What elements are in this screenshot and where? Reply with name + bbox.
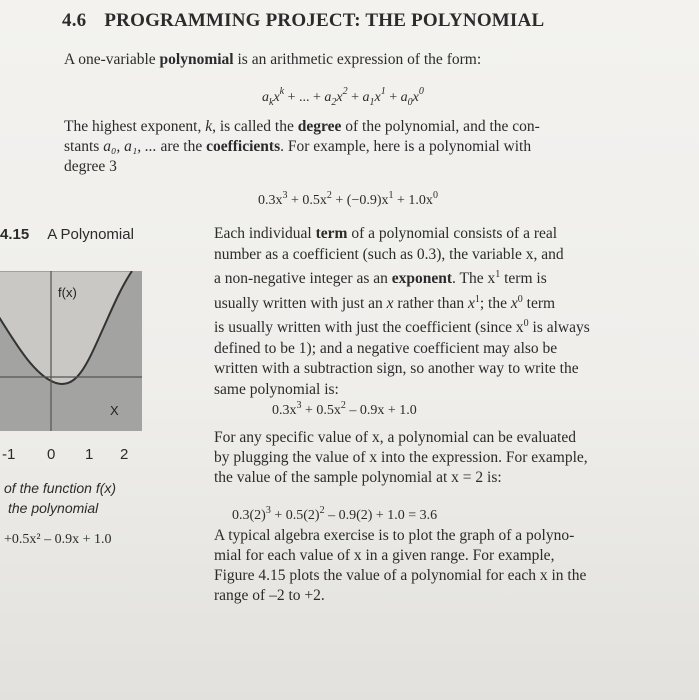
tick-neg1: -1	[2, 446, 16, 463]
section-heading	[62, 10, 544, 32]
intro-line	[64, 50, 481, 70]
tick-0: 0	[47, 446, 56, 463]
figure-label	[0, 226, 134, 243]
general-form-equation: $a_kx^k$ + ... + $a_2x^2 + a_1x^1 + a_0x^0$	[262, 86, 424, 108]
final-paragraph: A typical algebra exercise is to plot the graph of a polyno- mial for each value of x in a given range. For example, Figure 4.15 plots the value of a polynomial for each x in the range of –2 to +2.	[214, 527, 587, 604]
figure-caption-line1: of the function f(x)	[4, 480, 117, 496]
figure-caption-line3: +0.5x² – 0.9x + 1.0	[4, 532, 112, 547]
degree-paragraph: The highest exponent, k, is called the degree of the polynomial, and the con- stants a₀, a₁, ... are the coefficients. For example, here is a polynomial with degree 3	[64, 118, 540, 175]
figure-caption-line2: the polynomial	[8, 500, 99, 516]
term-paragraph: Each individual term of a polynomial consists of a real number as a coefficient (such as 0.3), the variable x, and a non-negative integer as an exponent. The $x^1$ term is usually written with just an x rather than $x^1$; the $x^0$ term is usually written with just the coefficient (since $x^0$ is always defined to be 1); and a negative coefficient may also be written with a subtraction sign, so another way to write the same polynomial is:	[214, 225, 590, 398]
section-title: PROGRAMMING PROJECT: THE POLYNOMIAL	[104, 10, 545, 31]
example-polynomial: $0.3x^3 + 0.5x^2 + (-0.9)x^1 + 1.0x^0$	[258, 190, 438, 208]
intro-text-end: is an arithmetic expression of the form:	[233, 51, 482, 68]
evaluation-paragraph: For any specific value of x, a polynomial can be evaluated by plugging the value of x into the expression. For example, the value of the sample polynomial at x = 2 is:	[214, 429, 588, 486]
tick-2: 2	[120, 446, 129, 463]
evaluation-equation: $0.3(2)^3 + 0.5(2)^2 - 0.9(2) + 1.0 = 3.6$	[232, 505, 438, 523]
polynomial-term: polynomial	[159, 51, 234, 68]
alternate-polynomial: $0.3x^3 + 0.5x^2 - 0.9x + 1.0$	[272, 400, 417, 418]
axis-label-fx: f(x)	[58, 285, 77, 300]
intro-text: A one-variable	[64, 51, 160, 68]
figure-number: 4.15	[0, 226, 30, 243]
section-number: 4.6	[62, 10, 87, 31]
polynomial-plot	[0, 271, 142, 431]
tick-1: 1	[85, 446, 94, 463]
figure-title: A Polynomial	[47, 226, 134, 243]
x-mark: X	[110, 403, 119, 418]
